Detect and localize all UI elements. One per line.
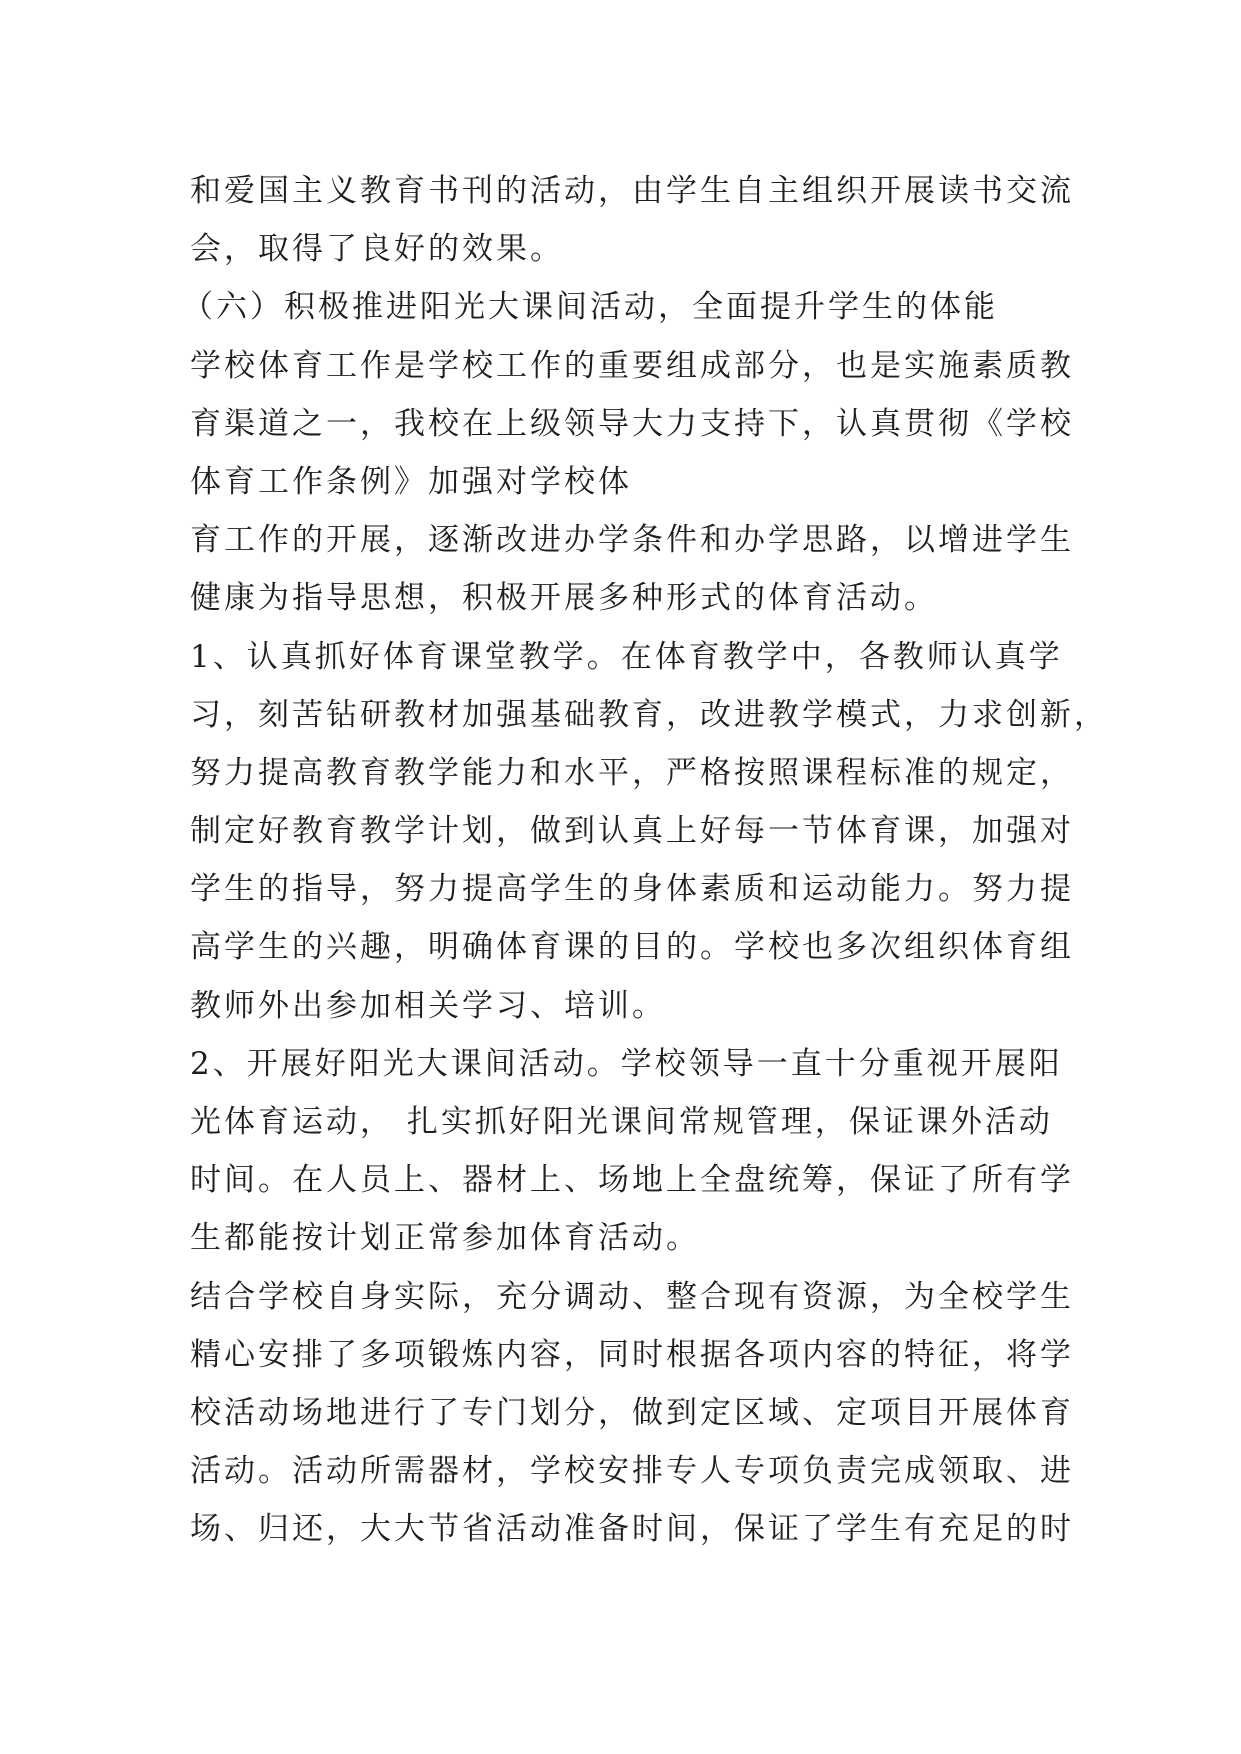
text-line: 精心安排了多项锻炼内容，同时根据各项内容的特征，将学 [190,1336,1074,1373]
body-text [182,162,1108,1559]
text-line: 活动。活动所需器材，学校安排专人专项负责完成领取、进 [190,1453,1074,1490]
text-line: 时间。在人员上、器材上、场地上全盘统筹，保证了所有学 [190,1162,1074,1199]
text-line: 会，取得了良好的效果。 [190,231,564,268]
text-line: 育渠道之一，我校在上级领导大力支持下，认真贯彻《学校 [190,405,1074,442]
text-line: 学校体育工作是学校工作的重要组成部分，也是实施素质教 [190,347,1074,384]
text-line: 体育工作条例》加强对学校体 [190,463,632,500]
text-line: 光体育运动， 扎实抓好阳光课间常规管理，保证课外活动 [190,1104,1053,1140]
text-line: 结合学校自身实际，充分调动、整合现有资源，为全校学生 [190,1278,1074,1315]
text-line: 2、开展好阳光大课间活动。学校领导一直十分重视开展阳 [190,1045,1063,1082]
text-line: 1、认真抓好体育课堂教学。在体育教学中，各教师认真学 [190,638,1063,675]
text-line: 健康为指导思想，积极开展多种形式的体育活动。 [190,580,938,617]
text-line: 教师外出参加相关学习、培训。 [190,987,666,1024]
text-line: 生都能按计划正常参加体育活动。 [190,1220,700,1257]
text-line: 校活动场地进行了专门划分，做到定区域、定项目开展体育 [190,1394,1074,1431]
text-line: 场、归还，大大节省活动准备时间，保证了学生有充足的时 [190,1511,1074,1548]
text-line: 学生的指导，努力提高学生的身体素质和运动能力。努力提 [190,871,1074,908]
section-heading: （六）积极推进阳光大课间活动，全面提升学生的体能 [182,289,998,326]
text-line: 制定好教育教学计划，做到认真上好每一节体育课，加强对 [190,813,1074,850]
text-line: 和爱国主义教育书刊的活动，由学生自主组织开展读书交流 [190,173,1074,209]
text-line: 努力提高教育教学能力和水平，严格按照课程标准的规定， [190,754,1074,791]
text-line: 高学生的兴趣，明确体育课的目的。学校也多次组织体育组 [190,929,1074,966]
text-line: 习，刻苦钻研教材加强基础教育，改进教学模式，力求创新， [190,696,1108,733]
text-line: 育工作的开展，逐渐改进办学条件和办学思路，以增进学生 [190,522,1074,559]
